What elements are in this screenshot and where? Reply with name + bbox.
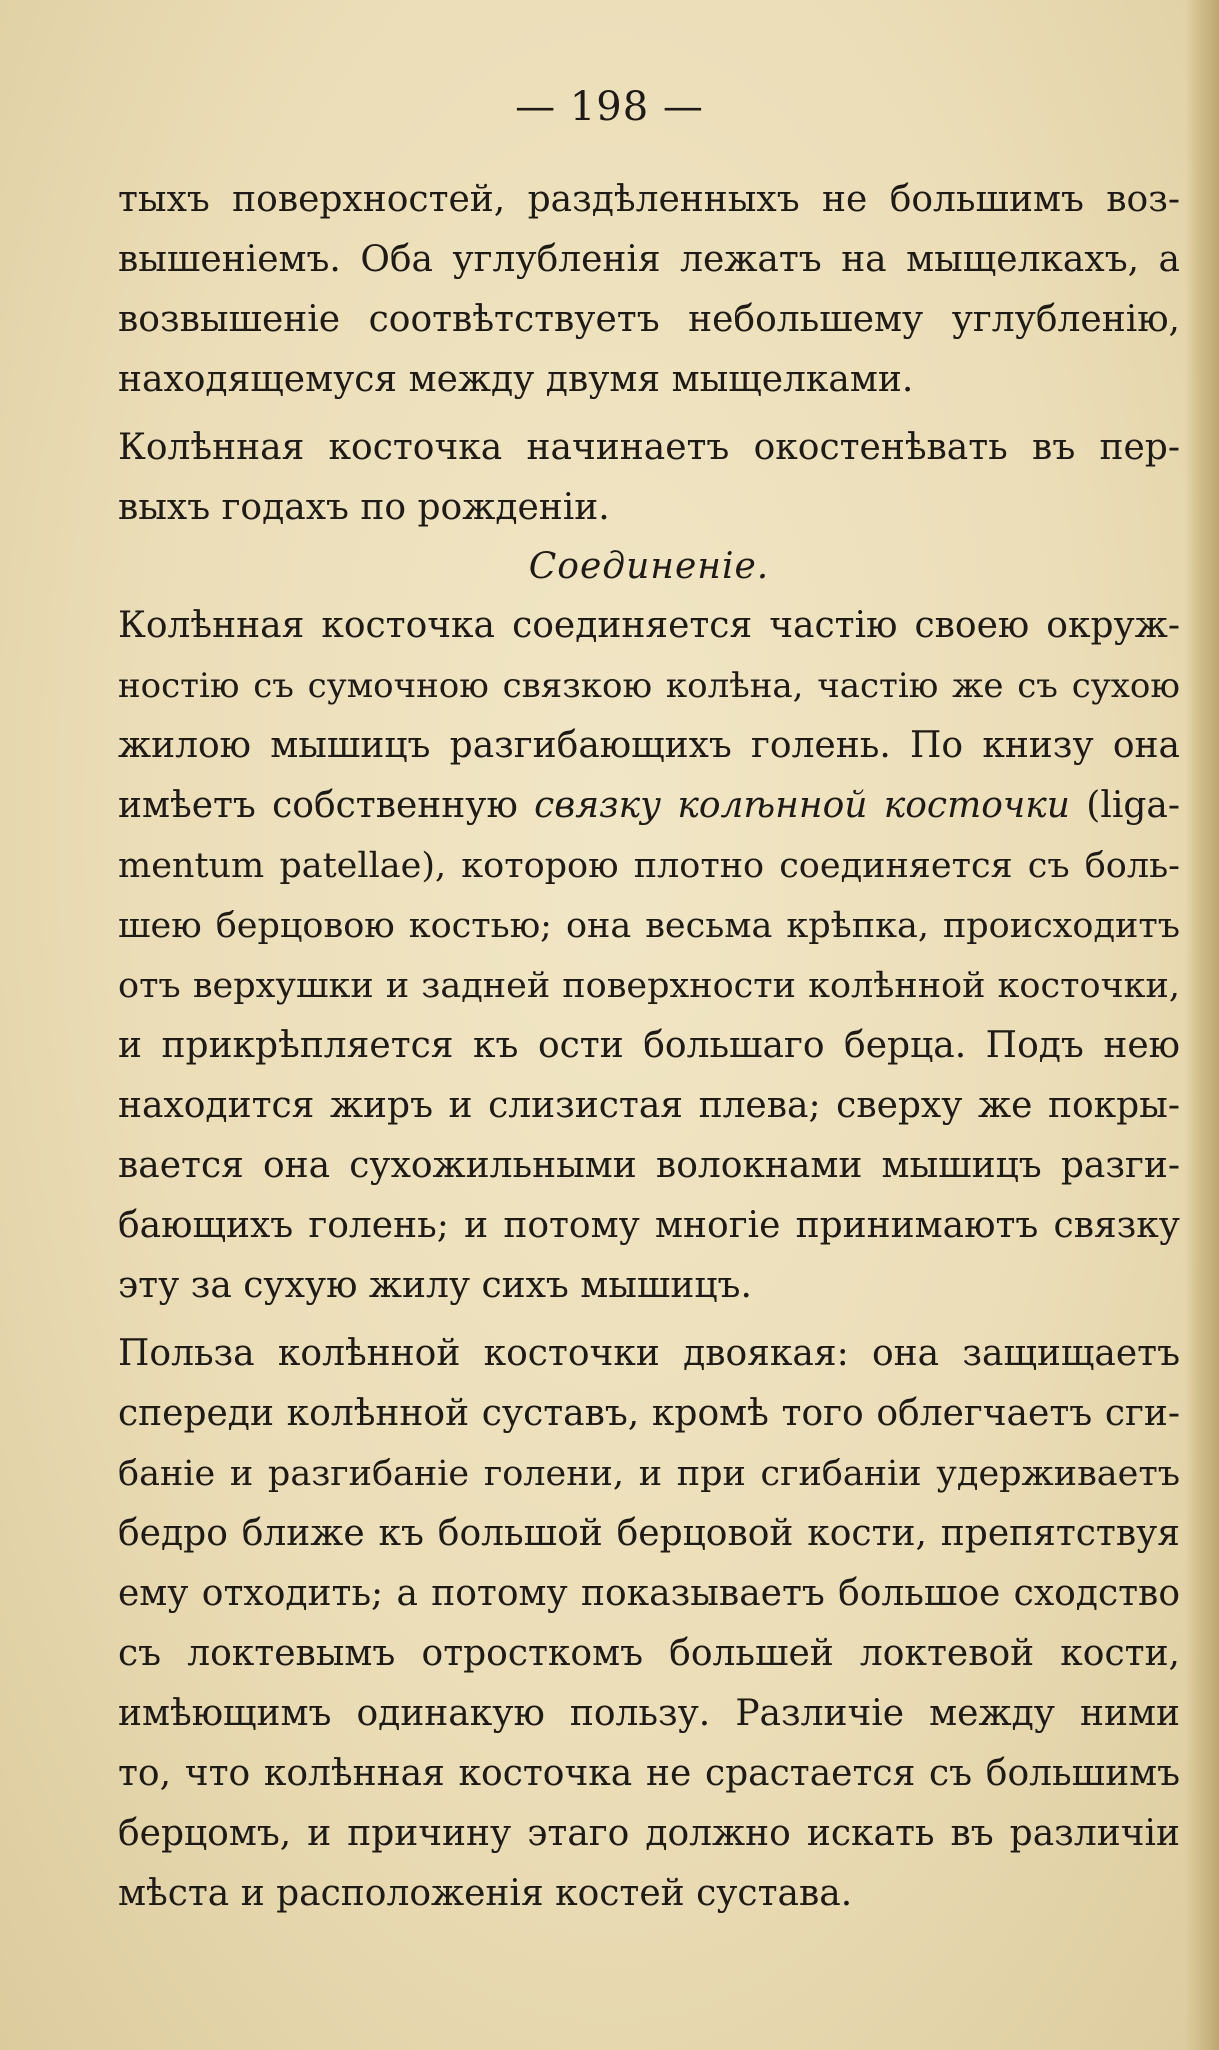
text-line: эту за сухую жилу сихъ мышицъ.	[118, 1265, 752, 1306]
text-line: вается она сухожильными волокнами мышицъ разги-	[118, 1145, 1180, 1186]
text-line: вышеніемъ. Оба углубленія лежатъ на мыщелкахъ, а	[118, 239, 1180, 280]
paragraph	[118, 596, 1180, 1316]
text-line: ему отходить; а потому показываетъ большое сходство	[118, 1573, 1180, 1614]
text-line: берцомъ, и причину этаго должно искать въ различіи	[118, 1813, 1180, 1854]
text-line: бедро ближе къ большой берцовой кости, препятствуя	[118, 1513, 1180, 1554]
text-run: имѣетъ собственную	[118, 785, 535, 826]
text-line: съ локтевымъ отросткомъ большей локтевой кости,	[118, 1633, 1180, 1674]
text-line: имѣющимъ одинакую пользу. Различіе между ними	[118, 1693, 1180, 1734]
text-line: тыхъ поверхностей, раздѣленныхъ не большимъ воз-	[118, 179, 1180, 220]
text-run: (liga-	[1069, 785, 1181, 826]
text-line: возвышеніе соотвѣтствуетъ небольшему углубленію,	[118, 299, 1180, 340]
text-block	[118, 170, 1180, 1924]
text-line: бающихъ голень; и потому многіе принимаютъ связку	[118, 1205, 1180, 1246]
text-line: Колѣнная косточка соединяется частію своею окруж-	[118, 605, 1180, 646]
text-line: мѣста и расположенія костей сустава.	[118, 1873, 853, 1914]
paragraph	[118, 170, 1180, 410]
page-number: — 198 —	[515, 84, 704, 130]
text-line: баніе и разгибаніе голени, и при сгибаніи удерживаетъ	[118, 1454, 1180, 1494]
text-line: Польза колѣнной косточки двоякая: она защищаетъ	[118, 1333, 1180, 1374]
paragraph	[118, 1324, 1180, 1924]
paragraph	[118, 418, 1180, 538]
text-line: находящемуся между двумя мыщелками.	[118, 359, 914, 400]
text-line: Колѣнная косточка начинаетъ окостенѣвать въ пер-	[118, 427, 1180, 468]
text-line: спереди колѣнной суставъ, кромѣ того облегчаетъ сги-	[118, 1393, 1180, 1434]
italic-term: связку колѣнной косточки	[534, 785, 1070, 826]
text-line	[118, 776, 1180, 836]
text-line: выхъ годахъ по рожденіи.	[118, 487, 610, 528]
text-line: ностію съ сумочною связкою колѣна, частію же съ сухою	[118, 666, 1180, 706]
text-line: находится жиръ и слизистая плева; сверху же покры-	[118, 1085, 1180, 1126]
section-heading: Соединеніе.	[528, 546, 770, 587]
text-line: отъ верхушки и задней поверхности колѣнной косточки,	[118, 966, 1180, 1006]
text-line: то, что колѣнная косточка не срастается съ большимъ	[118, 1753, 1180, 1794]
text-line: mentum patellae), которою плотно соединяется съ боль-	[118, 846, 1180, 886]
text-line: шею берцовою костью; она весьма крѣпка, происходитъ	[118, 906, 1180, 946]
text-line: и прикрѣпляется къ ости большаго берца. Подъ нею	[118, 1025, 1180, 1066]
text-line: жилою мышицъ разгибающихъ голень. По книзу она	[118, 725, 1180, 766]
page-edge-shadow	[1185, 0, 1219, 2050]
